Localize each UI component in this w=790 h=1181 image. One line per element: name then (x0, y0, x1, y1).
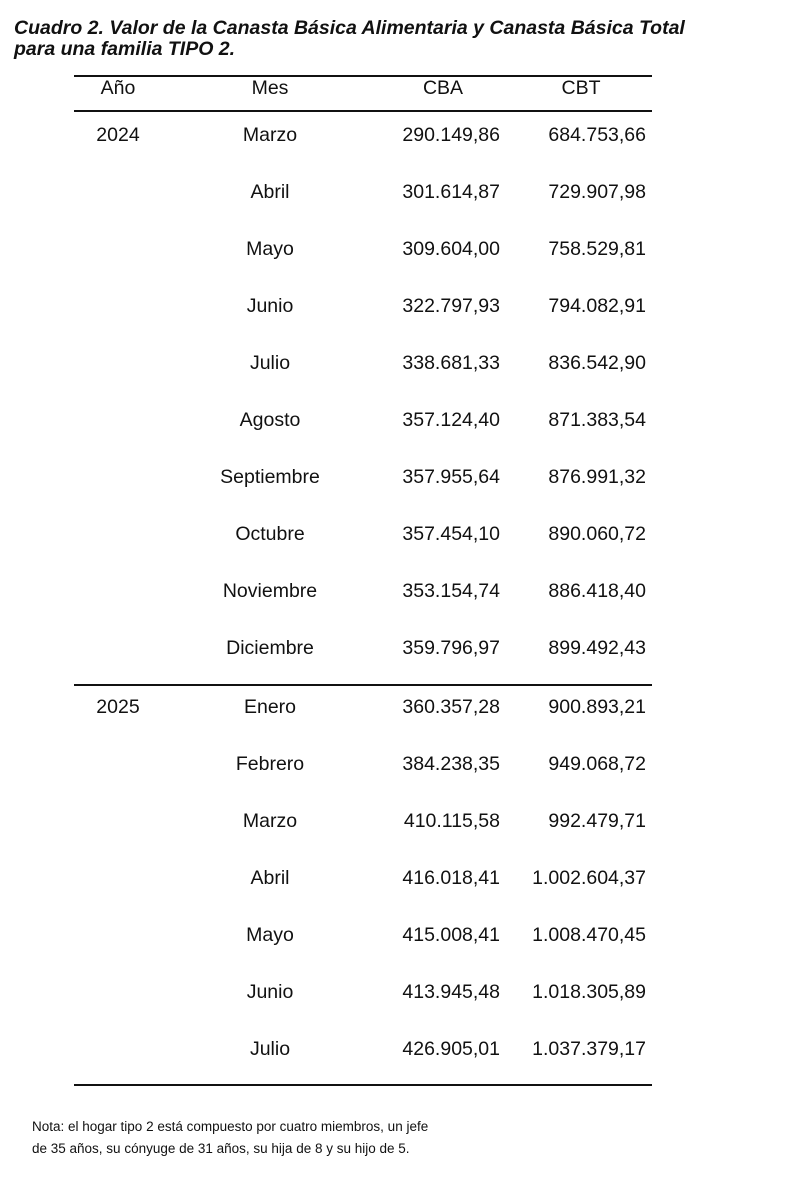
row-cba: 301.614,87 (402, 181, 500, 203)
row-month: Enero (243, 696, 297, 718)
row-cbt: 886.418,40 (548, 580, 646, 602)
row-cbt: 836.542,90 (548, 352, 646, 374)
row-cbt: 794.082,91 (548, 295, 646, 317)
row-month: Noviembre (222, 580, 318, 602)
header-cbt: CBT (561, 77, 601, 99)
row-month: Mayo (246, 238, 294, 260)
row-cbt: 899.492,43 (548, 637, 646, 659)
row-month: Abril (250, 867, 290, 889)
row-cbt: 876.991,32 (548, 466, 646, 488)
row-cbt: 949.068,72 (548, 753, 646, 775)
row-month: Abril (250, 181, 290, 203)
row-month: Febrero (235, 753, 305, 775)
row-cbt: 1.018.305,89 (532, 981, 646, 1003)
table-row (0, 749, 790, 779)
row-cba: 322.797,93 (402, 295, 500, 317)
row-cbt: 1.008.470,45 (532, 924, 646, 946)
row-cbt: 900.893,21 (548, 696, 646, 718)
table-row (0, 977, 790, 1007)
row-cbt: 684.753,66 (548, 124, 646, 146)
table-title-line-1: Cuadro 2. Valor de la Canasta Básica Alimentaria y Canasta Básica Total (14, 17, 685, 39)
row-month: Junio (246, 981, 294, 1003)
table-row (0, 519, 790, 549)
table-row (0, 462, 790, 492)
row-cba: 357.955,64 (402, 466, 500, 488)
row-year: 2025 (96, 696, 140, 718)
row-month: Mayo (246, 924, 294, 946)
row-cbt: 1.037.379,17 (532, 1038, 646, 1060)
table-row (0, 633, 790, 663)
footnote-line-1: Nota: el hogar tipo 2 está compuesto por cuatro miembros, un jefe (32, 1119, 429, 1134)
row-month: Junio (246, 295, 294, 317)
row-cbt: 758.529,81 (548, 238, 646, 260)
row-cba: 290.149,86 (402, 124, 500, 146)
row-month: Septiembre (220, 466, 320, 488)
header-cba: CBA (422, 77, 464, 99)
row-month: Julio (249, 352, 291, 374)
table-header-row (0, 73, 790, 103)
footnote-line-2: de 35 años, su cónyuge de 31 años, su hija de 8 y su hijo de 5. (32, 1141, 410, 1156)
row-cba: 384.238,35 (402, 753, 500, 775)
row-cbt: 890.060,72 (548, 523, 646, 545)
row-cba: 410.115,58 (403, 810, 500, 832)
bottom-rule (74, 1084, 652, 1086)
row-cba: 426.905,01 (402, 1038, 500, 1060)
row-cba: 359.796,97 (402, 637, 500, 659)
header-rule (74, 110, 652, 112)
row-cba: 416.018,41 (402, 867, 500, 889)
row-cba: 357.454,10 (402, 523, 500, 545)
row-cbt: 729.907,98 (548, 181, 646, 203)
row-month: Marzo (242, 124, 298, 146)
table-row (0, 920, 790, 950)
row-month: Marzo (242, 810, 298, 832)
row-cbt: 1.002.604,37 (532, 867, 646, 889)
row-month: Julio (249, 1038, 291, 1060)
row-cba: 338.681,33 (402, 352, 500, 374)
table-row (0, 234, 790, 264)
table-row (0, 120, 790, 150)
header-year: Año (100, 77, 136, 99)
row-cba: 413.945,48 (402, 981, 500, 1003)
row-cba: 360.357,28 (402, 696, 500, 718)
table-row (0, 576, 790, 606)
table-title (14, 18, 784, 60)
year-separator-rule (74, 684, 652, 686)
table-row (0, 348, 790, 378)
row-cba: 309.604,00 (402, 238, 500, 260)
row-cbt: 992.479,71 (548, 810, 646, 832)
footnote (32, 1116, 552, 1160)
row-month: Octubre (235, 523, 305, 545)
table-row (0, 405, 790, 435)
row-year: 2024 (96, 124, 140, 146)
row-month: Diciembre (226, 637, 314, 659)
row-cba: 415.008,41 (402, 924, 500, 946)
table-row (0, 291, 790, 321)
row-month: Agosto (239, 409, 301, 431)
row-cbt: 871.383,54 (548, 409, 646, 431)
table-row (0, 177, 790, 207)
table-row (0, 1034, 790, 1064)
table-title-line-2: para una familia TIPO 2. (14, 38, 236, 60)
table-row (0, 692, 790, 722)
row-cba: 353.154,74 (402, 580, 500, 602)
row-cba: 357.124,40 (402, 409, 500, 431)
header-month: Mes (251, 77, 289, 99)
table-row (0, 863, 790, 893)
table-row (0, 806, 790, 836)
